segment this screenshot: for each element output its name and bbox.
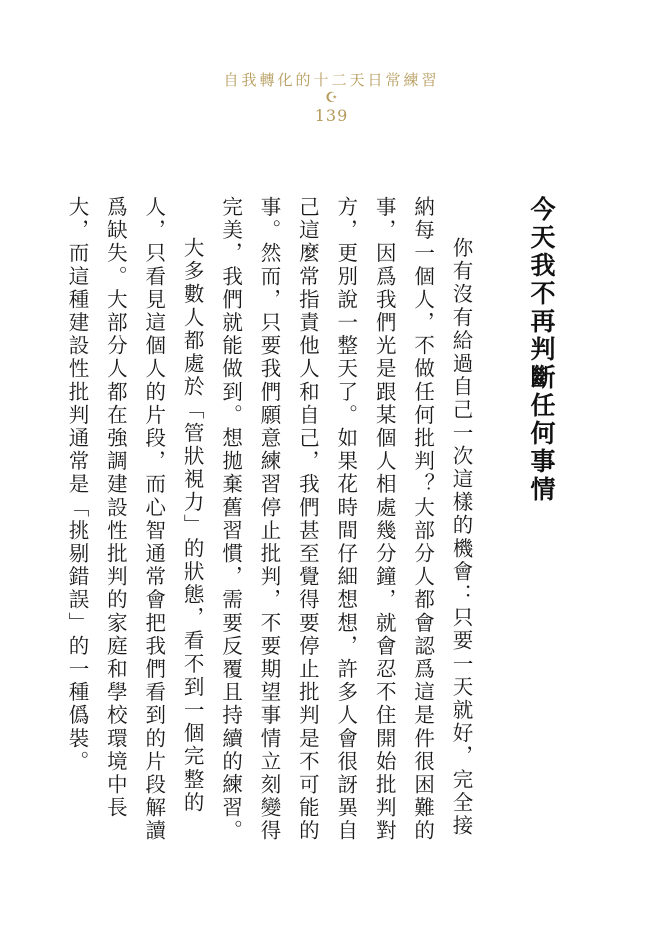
paragraph-1: 你有沒有給過自己一次這樣的機會：只要一天就好，完全接納每一個人，不做任何批判？大部分人都會認爲這是件很困難的事，因爲我們光是跟某個人相處幾分鐘，就會忍不住開始批判對方，更別說一整天了。如果花時間仔細想想，許多人會很訝異自己這麼常指責他人和自己，我們甚至覺得要停止批判是不可能的事。然而，只要我們願意練習停止批判，不要期望事情立刻變得完美，我們就能做到。想拋棄舊習慣，需要反覆且持續的練習。 [218, 196, 473, 843]
running-header [0, 70, 663, 126]
paragraph-2: 大多數人都處於「管狀視力」的狀態，看不到一個完整的人，只看見這個人的片段，而心智通常會把我們看到的片段解讀爲缺失。大部分人都在強調建設性批判的家庭和學校環境中長大，而這種建設性批判通常是「挑剔錯誤」的一種僞裝。 [64, 196, 205, 843]
page-number: 139 [314, 106, 349, 125]
vertical-text-body [64, 196, 560, 856]
book-title: 自我轉化的十二天日常練習 [223, 71, 440, 89]
chapter-title: 今天我不再判斷任何事情 [527, 196, 556, 504]
crescent-ornament-icon: ☪ [325, 90, 338, 106]
